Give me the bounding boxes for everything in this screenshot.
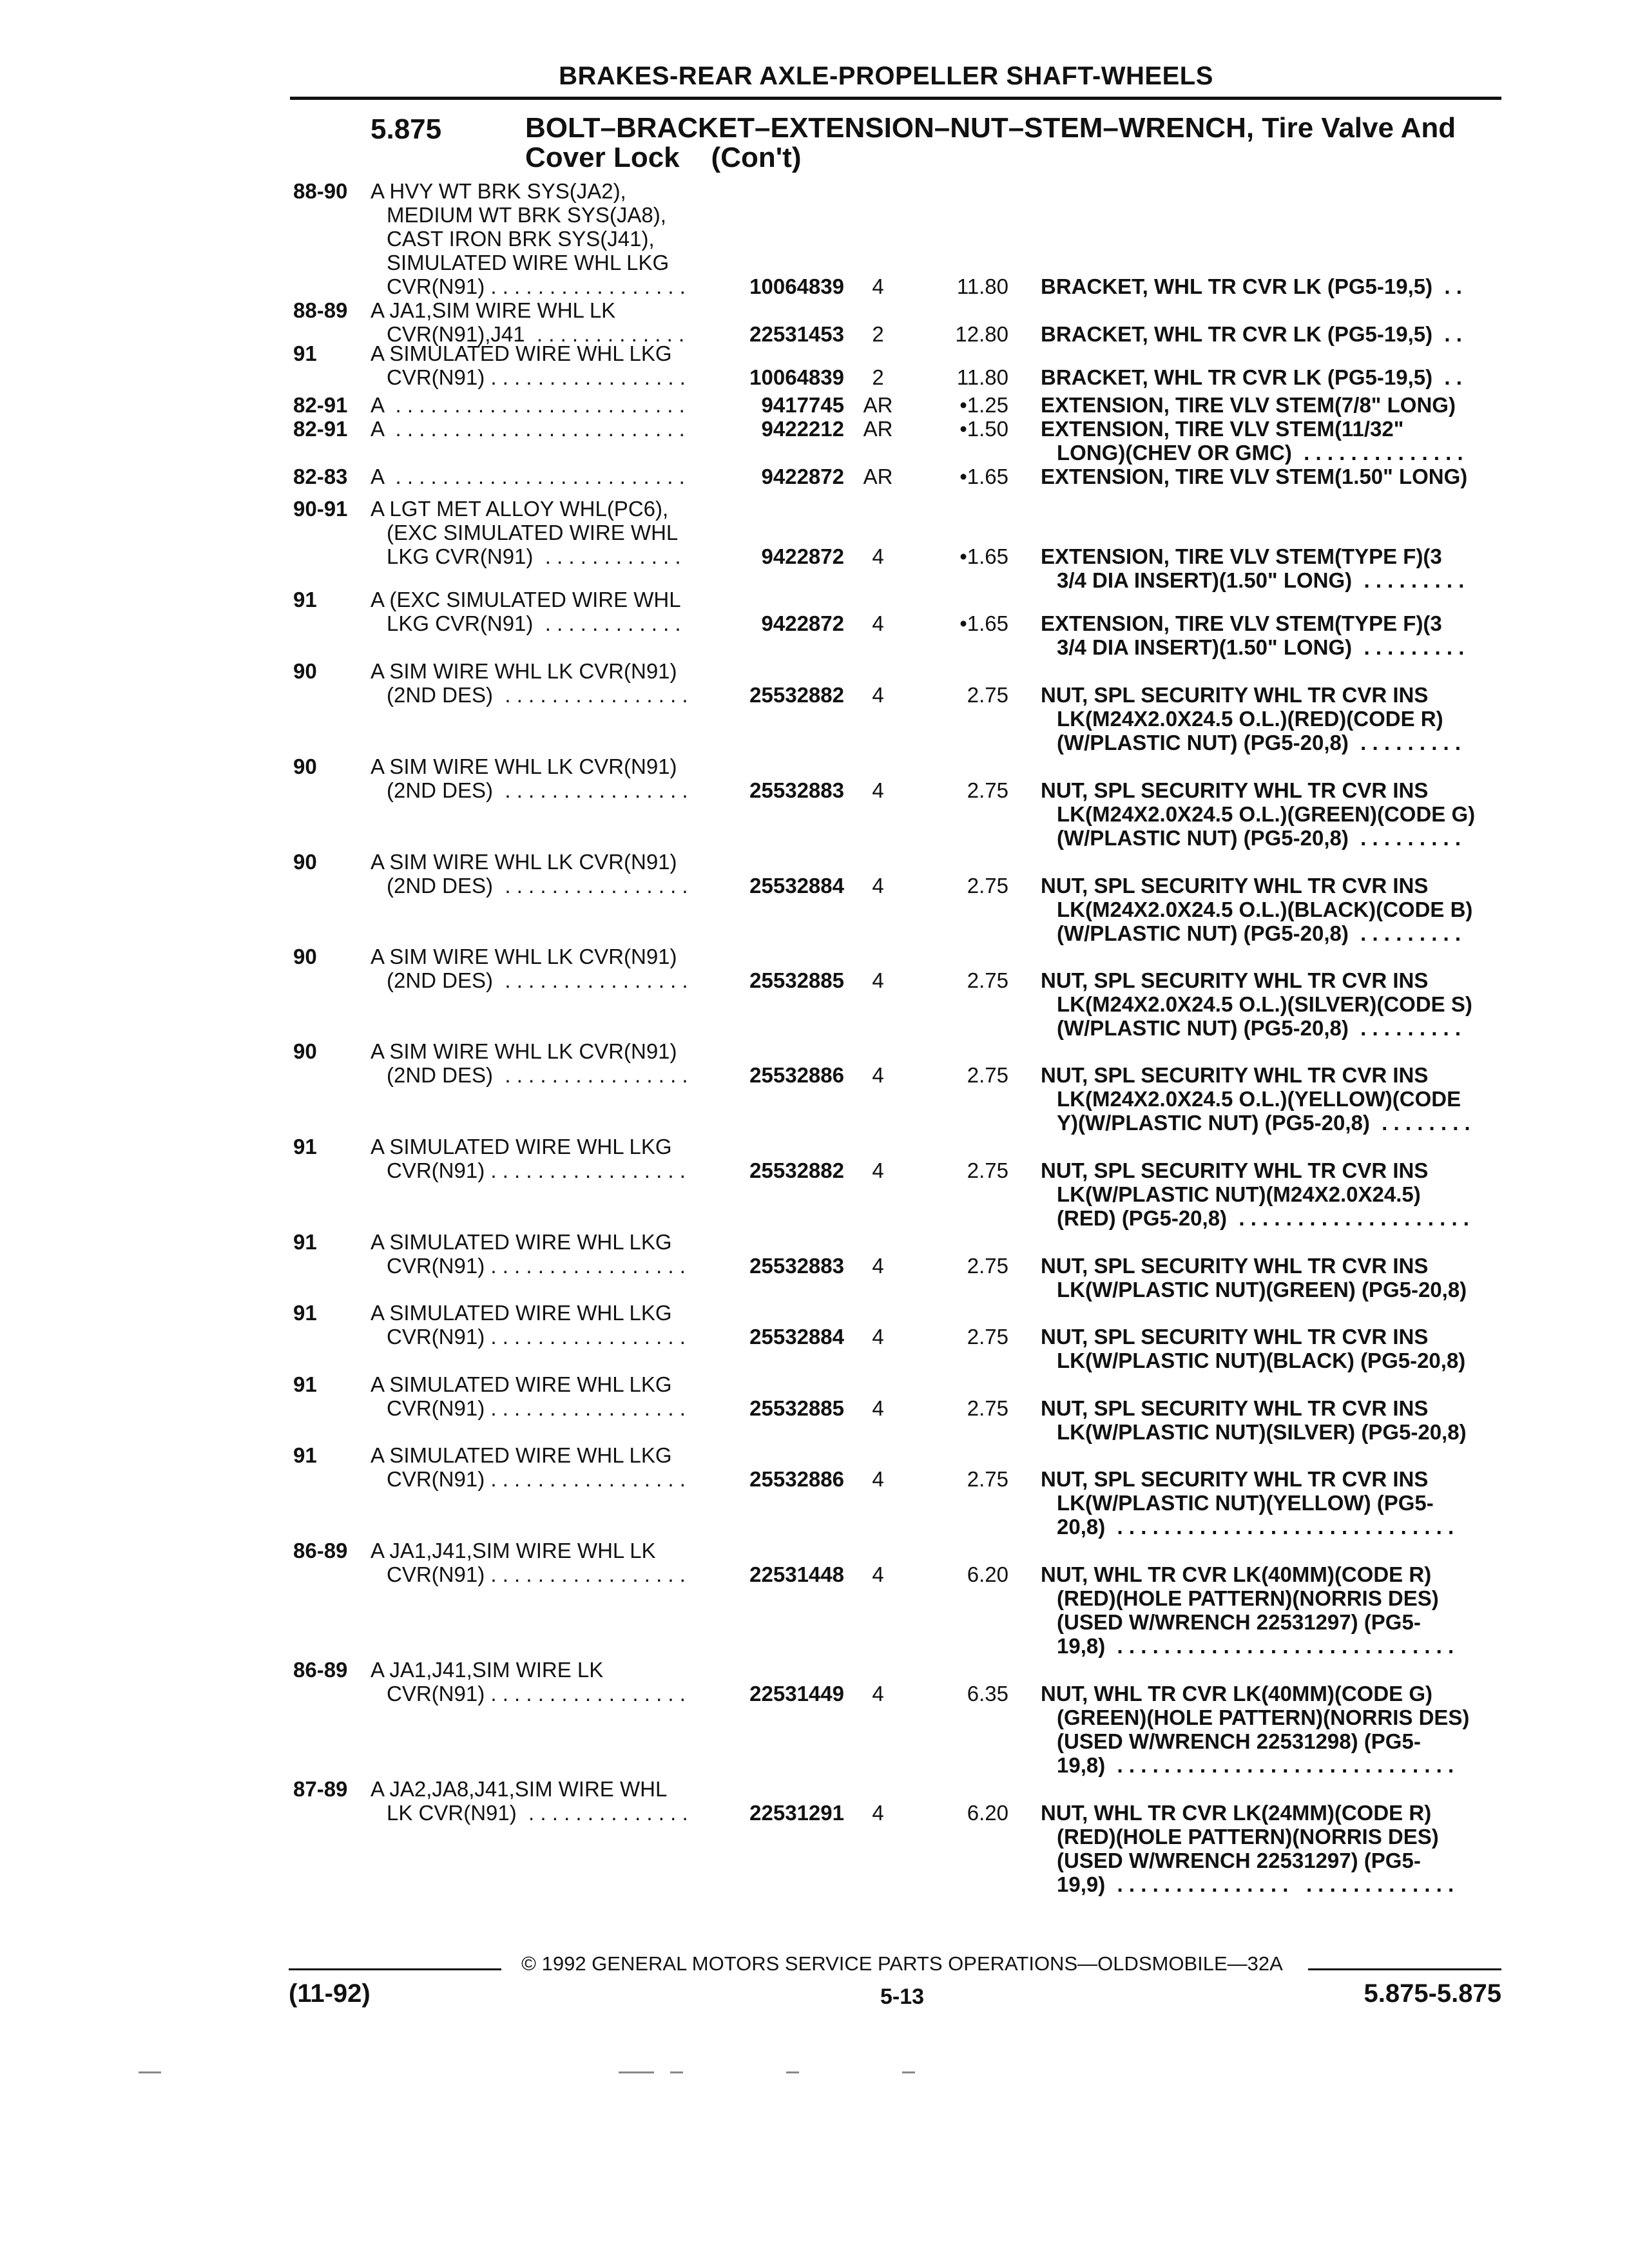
part-name-line: NUT, SPL SECURITY WHL TR CVR INS <box>1041 1467 1429 1491</box>
usage-line: A SIM WIRE WHL LK CVR(N91) <box>371 850 677 874</box>
part-name-line: (USED W/WRENCH 22531297) (PG5- <box>1057 1849 1421 1872</box>
part-name <box>1041 417 1501 465</box>
quantity: 2 <box>872 365 884 389</box>
part-name-line: 20,8) . . . . . . . . . . . . . . . . . . . . . . . . . . . . . <box>1057 1515 1454 1539</box>
usage-line: A SIM WIRE WHL LK CVR(N91) <box>371 659 677 683</box>
usage-line: A JA1,J41,SIM WIRE LK <box>371 1658 604 1682</box>
part-name <box>1041 1063 1501 1135</box>
usage-description <box>371 179 706 298</box>
part-name-line: 3/4 DIA INSERT)(1.50" LONG) . . . . . . . . . <box>1057 635 1465 659</box>
part-name-line: BRACKET, WHL TR CVR LK (PG5-19,5) . . <box>1041 274 1462 298</box>
part-name-line: EXTENSION, TIRE VLV STEM(11/32" <box>1041 417 1404 441</box>
usage-line: CAST IRON BRK SYS(J41), <box>387 227 655 251</box>
quantity: 4 <box>872 778 884 802</box>
part-name-line: NUT, WHL TR CVR LK(40MM)(CODE R) <box>1041 1562 1432 1586</box>
usage-description <box>371 298 706 346</box>
copyright: © 1992 GENERAL MOTORS SERVICE PARTS OPERATIONS—OLDSMOBILE—32A <box>521 1952 1283 1975</box>
usage-line: A SIMULATED WIRE WHL LKG <box>371 1443 672 1467</box>
usage-line: CVR(N91) . . . . . . . . . . . . . . . . . <box>387 365 686 389</box>
part-number: 25532886 <box>749 1467 844 1491</box>
part-number: 9422872 <box>761 611 844 635</box>
quantity: 4 <box>872 683 884 707</box>
part-number: 25532884 <box>749 1325 844 1349</box>
usage-line: CVR(N91) . . . . . . . . . . . . . . . . . <box>387 1467 686 1491</box>
model-years: 90 <box>293 850 317 874</box>
model-years: 91 <box>293 1372 317 1396</box>
price: •1.65 <box>959 611 1008 635</box>
part-name <box>1041 1467 1501 1539</box>
price: 12.80 <box>955 322 1008 346</box>
part-name-line: (RED)(HOLE PATTERN)(NORRIS DES) <box>1057 1825 1439 1849</box>
quantity: 4 <box>872 1254 884 1278</box>
usage-line: A JA2,JA8,J41,SIM WIRE WHL <box>371 1777 668 1801</box>
model-years: 91 <box>293 1301 317 1325</box>
model-years: 82-91 <box>293 417 348 441</box>
part-name <box>1041 778 1501 850</box>
scan-mark <box>786 2071 799 2073</box>
usage-line: CVR(N91) . . . . . . . . . . . . . . . . . <box>387 1562 686 1586</box>
part-name-line: 3/4 DIA INSERT)(1.50" LONG) . . . . . . . . . <box>1057 568 1465 592</box>
scan-mark <box>902 2071 915 2073</box>
usage-line: A LGT MET ALLOY WHL(PC6), <box>371 497 669 521</box>
part-name <box>1041 393 1501 417</box>
price: 11.80 <box>956 365 1008 389</box>
part-name-line: EXTENSION, TIRE VLV STEM(TYPE F)(3 <box>1041 611 1442 635</box>
usage-line: A SIMULATED WIRE WHL LKG <box>371 1301 672 1325</box>
usage-line: CVR(N91) . . . . . . . . . . . . . . . . . <box>387 1396 686 1420</box>
part-name-line: NUT, SPL SECURITY WHL TR CVR INS <box>1041 874 1429 898</box>
part-name <box>1041 1396 1501 1444</box>
part-name-line: LK(W/PLASTIC NUT)(M24X2.0X24.5) <box>1057 1182 1421 1206</box>
quantity: 2 <box>872 322 884 346</box>
usage-description <box>371 1777 706 1825</box>
part-name-line: (RED) (PG5-20,8) . . . . . . . . . . . . . . . . . . . . <box>1057 1206 1469 1230</box>
usage-line: A SIM WIRE WHL LK CVR(N91) <box>371 754 677 778</box>
model-years: 90 <box>293 945 317 968</box>
model-years: 91 <box>293 1443 317 1467</box>
usage-line: (2ND DES) . . . . . . . . . . . . . . . . <box>387 778 688 802</box>
part-name-line: EXTENSION, TIRE VLV STEM(7/8" LONG) <box>1041 393 1456 417</box>
price: 6.20 <box>967 1562 1008 1586</box>
usage-description <box>371 417 706 441</box>
section-title-line1: BOLT–BRACKET–EXTENSION–NUT–STEM–WRENCH, Tire Valve And <box>525 112 1456 144</box>
part-name-line: Y)(W/PLASTIC NUT) (PG5-20,8) . . . . . . . . <box>1057 1111 1470 1135</box>
part-name <box>1041 322 1501 346</box>
quantity: 4 <box>872 1396 884 1420</box>
part-name-line: (W/PLASTIC NUT) (PG5-20,8) . . . . . . . . . <box>1057 731 1461 754</box>
quantity: 4 <box>872 611 884 635</box>
price: 2.75 <box>967 1063 1008 1087</box>
price: 2.75 <box>967 1325 1008 1349</box>
part-name-line: NUT, SPL SECURITY WHL TR CVR INS <box>1041 778 1429 802</box>
usage-line: A . . . . . . . . . . . . . . . . . . . . . . . . . <box>371 465 685 488</box>
usage-description <box>371 1135 706 1182</box>
part-number: 25532884 <box>749 874 844 898</box>
quantity: 4 <box>872 1801 884 1825</box>
price: •1.25 <box>959 393 1008 417</box>
part-name-line: (USED W/WRENCH 22531297) (PG5- <box>1057 1610 1421 1634</box>
usage-line: LK CVR(N91) . . . . . . . . . . . . . . <box>387 1801 688 1825</box>
usage-line: CVR(N91) . . . . . . . . . . . . . . . . . <box>387 274 686 298</box>
model-years: 87-89 <box>293 1777 348 1801</box>
price: •1.50 <box>959 417 1008 441</box>
part-name <box>1041 1682 1501 1777</box>
part-number: 25532882 <box>749 1158 844 1182</box>
part-number: 22531448 <box>749 1562 844 1586</box>
part-name-line: LK(M24X2.0X24.5 O.L.)(YELLOW)(CODE <box>1057 1087 1461 1111</box>
part-name-line: 19,8) . . . . . . . . . . . . . . . . . . . . . . . . . . . . . <box>1057 1753 1454 1777</box>
usage-description <box>371 850 706 898</box>
part-name-line: EXTENSION, TIRE VLV STEM(1.50" LONG) <box>1041 465 1468 488</box>
usage-description <box>371 1039 706 1087</box>
price: •1.65 <box>959 544 1008 568</box>
model-years: 82-83 <box>293 465 348 488</box>
part-name-line: BRACKET, WHL TR CVR LK (PG5-19,5) . . <box>1041 365 1462 389</box>
part-name <box>1041 274 1501 298</box>
part-name <box>1041 683 1501 754</box>
part-number: 25532883 <box>749 1254 844 1278</box>
model-years: 86-89 <box>293 1658 348 1682</box>
page-header: BRAKES-REAR AXLE-PROPELLER SHAFT-WHEELS <box>559 62 1213 90</box>
quantity: AR <box>863 465 893 488</box>
usage-line: A SIMULATED WIRE WHL LKG <box>371 1135 672 1158</box>
price: 2.75 <box>967 968 1008 992</box>
part-name <box>1041 611 1501 659</box>
section-title <box>525 113 1492 173</box>
part-number: 9417745 <box>761 393 844 417</box>
part-name-line: NUT, SPL SECURITY WHL TR CVR INS <box>1041 683 1429 707</box>
usage-description <box>371 754 706 802</box>
scan-mark <box>139 2071 161 2073</box>
part-name-line: LONG)(CHEV OR GMC) . . . . . . . . . . . . . . <box>1057 441 1463 465</box>
part-name <box>1041 968 1501 1040</box>
part-name-line: NUT, SPL SECURITY WHL TR CVR INS <box>1041 1396 1429 1420</box>
price: 2.75 <box>967 1467 1008 1491</box>
part-name-line: LK(W/PLASTIC NUT)(YELLOW) (PG5- <box>1057 1491 1434 1515</box>
quantity: 4 <box>872 1325 884 1349</box>
usage-line: (2ND DES) . . . . . . . . . . . . . . . . <box>387 874 688 898</box>
price: 11.80 <box>956 274 1008 298</box>
price: 6.35 <box>967 1682 1008 1706</box>
price: 2.75 <box>967 1158 1008 1182</box>
price: 2.75 <box>967 778 1008 802</box>
usage-line: A JA1,J41,SIM WIRE WHL LK <box>371 1539 656 1562</box>
price: 2.75 <box>967 1254 1008 1278</box>
part-name <box>1041 465 1501 488</box>
usage-line: CVR(N91) . . . . . . . . . . . . . . . . . <box>387 1682 686 1706</box>
usage-line: (EXC SIMULATED WIRE WHL <box>387 521 679 544</box>
usage-description <box>371 1658 706 1706</box>
usage-line: A JA1,SIM WIRE WHL LK <box>371 298 616 322</box>
model-years: 91 <box>293 1135 317 1158</box>
part-name-line: LK(M24X2.0X24.5 O.L.)(GREEN)(CODE G) <box>1057 802 1476 826</box>
part-name-line: NUT, WHL TR CVR LK(24MM)(CODE R) <box>1041 1801 1432 1825</box>
part-number: 22531291 <box>749 1801 844 1825</box>
part-name-line: BRACKET, WHL TR CVR LK (PG5-19,5) . . <box>1041 322 1462 346</box>
price: 2.75 <box>967 1396 1008 1420</box>
usage-description <box>371 341 706 389</box>
usage-description <box>371 1443 706 1491</box>
usage-line: A . . . . . . . . . . . . . . . . . . . . . . . . . <box>371 393 685 417</box>
usage-line: CVR(N91) . . . . . . . . . . . . . . . . . <box>387 1158 686 1182</box>
part-name <box>1041 874 1501 945</box>
usage-line: (2ND DES) . . . . . . . . . . . . . . . . <box>387 1063 688 1087</box>
part-name-line: LK(W/PLASTIC NUT)(GREEN) (PG5-20,8) <box>1057 1278 1467 1302</box>
model-years: 91 <box>293 341 317 365</box>
part-number: 22531453 <box>749 322 844 346</box>
footer-rule-left <box>289 1968 501 1970</box>
price: 2.75 <box>967 683 1008 707</box>
model-years: 88-90 <box>293 179 348 203</box>
usage-line: LKG CVR(N91) . . . . . . . . . . . . <box>387 544 681 568</box>
model-years: 88-89 <box>293 298 348 322</box>
page-number: 5-13 <box>880 1984 925 2009</box>
quantity: 4 <box>872 1158 884 1182</box>
usage-line: A SIMULATED WIRE WHL LKG <box>371 341 672 365</box>
part-number: 10064839 <box>749 365 844 389</box>
part-name-line: LK(W/PLASTIC NUT)(SILVER) (PG5-20,8) <box>1057 1420 1467 1444</box>
usage-description <box>371 1372 706 1420</box>
part-name-line: 19,8) . . . . . . . . . . . . . . . . . . . . . . . . . . . . . <box>1057 1634 1454 1658</box>
part-number: 22531449 <box>749 1682 844 1706</box>
model-years: 91 <box>293 588 317 611</box>
scan-mark <box>619 2071 654 2073</box>
part-name-line: (W/PLASTIC NUT) (PG5-20,8) . . . . . . . . . <box>1057 1016 1461 1040</box>
part-name-line: LK(M24X2.0X24.5 O.L.)(RED)(CODE R) <box>1057 707 1443 731</box>
part-name-line: (RED)(HOLE PATTERN)(NORRIS DES) <box>1057 1586 1439 1610</box>
part-number: 9422872 <box>761 465 844 488</box>
part-name-line: NUT, SPL SECURITY WHL TR CVR INS <box>1041 968 1429 992</box>
part-name <box>1041 1158 1501 1230</box>
part-name-line: 19,9) . . . . . . . . . . . . . . . . . . . . . . . . . . . . <box>1057 1872 1454 1896</box>
usage-description <box>371 1539 706 1586</box>
usage-line: A SIM WIRE WHL LK CVR(N91) <box>371 945 677 968</box>
quantity: 4 <box>872 968 884 992</box>
usage-line: CVR(N91) . . . . . . . . . . . . . . . . . <box>387 1254 686 1278</box>
usage-line: A SIMULATED WIRE WHL LKG <box>371 1230 672 1254</box>
usage-line: CVR(N91),J41 . . . . . . . . . . . . . <box>387 322 685 346</box>
footer-rule-right <box>1308 1968 1501 1970</box>
usage-description <box>371 1230 706 1278</box>
part-number: 25532882 <box>749 683 844 707</box>
price: •1.65 <box>959 465 1008 488</box>
usage-line: A HVY WT BRK SYS(JA2), <box>371 179 626 203</box>
quantity: 4 <box>872 874 884 898</box>
price: 6.20 <box>967 1801 1008 1825</box>
usage-line: A SIMULATED WIRE WHL LKG <box>371 1372 672 1396</box>
model-years: 90 <box>293 754 317 778</box>
usage-description <box>371 1301 706 1349</box>
part-name-line: NUT, SPL SECURITY WHL TR CVR INS <box>1041 1325 1429 1349</box>
part-name-line: LK(M24X2.0X24.5 O.L.)(SILVER)(CODE S) <box>1057 992 1472 1016</box>
usage-line: SIMULATED WIRE WHL LKG <box>387 251 670 274</box>
price: 2.75 <box>967 874 1008 898</box>
model-years: 86-89 <box>293 1539 348 1562</box>
quantity: 4 <box>872 1467 884 1491</box>
part-name-line: (W/PLASTIC NUT) (PG5-20,8) . . . . . . . . . <box>1057 921 1461 945</box>
part-name-line: LK(W/PLASTIC NUT)(BLACK) (PG5-20,8) <box>1057 1349 1466 1372</box>
section-number: 5.875 <box>371 113 442 145</box>
quantity: AR <box>863 417 893 441</box>
usage-description <box>371 659 706 707</box>
part-name <box>1041 1325 1501 1372</box>
part-name <box>1041 1254 1501 1302</box>
part-name-line: (GREEN)(HOLE PATTERN)(NORRIS DES) <box>1057 1706 1470 1729</box>
section-title-line2: Cover Lock (Con't) <box>525 142 802 173</box>
usage-line: A SIM WIRE WHL LK CVR(N91) <box>371 1039 677 1063</box>
usage-description <box>371 393 706 417</box>
model-years: 82-91 <box>293 393 348 417</box>
quantity: AR <box>863 393 893 417</box>
part-name-line: (USED W/WRENCH 22531298) (PG5- <box>1057 1729 1421 1753</box>
model-years: 91 <box>293 1230 317 1254</box>
part-name-line: EXTENSION, TIRE VLV STEM(TYPE F)(3 <box>1041 544 1442 568</box>
usage-line: LKG CVR(N91) . . . . . . . . . . . . <box>387 611 681 635</box>
quantity: 4 <box>872 1063 884 1087</box>
part-name-line: NUT, SPL SECURITY WHL TR CVR INS <box>1041 1158 1429 1182</box>
quantity: 4 <box>872 1562 884 1586</box>
part-number: 25532886 <box>749 1063 844 1087</box>
part-name <box>1041 1801 1501 1896</box>
usage-description <box>371 588 706 635</box>
usage-line: CVR(N91) . . . . . . . . . . . . . . . . . <box>387 1325 686 1349</box>
part-number: 9422212 <box>761 417 844 441</box>
part-name-line: (W/PLASTIC NUT) (PG5-20,8) . . . . . . . . . <box>1057 826 1461 850</box>
part-number: 25532883 <box>749 778 844 802</box>
usage-line: MEDIUM WT BRK SYS(JA8), <box>387 203 666 227</box>
quantity: 4 <box>872 274 884 298</box>
usage-description <box>371 945 706 992</box>
part-name <box>1041 544 1501 592</box>
part-number: 25532885 <box>749 968 844 992</box>
revision-date: (11-92) <box>289 1979 371 2008</box>
part-number: 10064839 <box>749 274 844 298</box>
usage-line: (2ND DES) . . . . . . . . . . . . . . . . <box>387 968 688 992</box>
part-name <box>1041 365 1501 389</box>
part-name-line: NUT, SPL SECURITY WHL TR CVR INS <box>1041 1063 1429 1087</box>
scan-mark <box>670 2071 683 2073</box>
usage-line: (2ND DES) . . . . . . . . . . . . . . . . <box>387 683 688 707</box>
model-years: 90 <box>293 659 317 683</box>
header-rule <box>290 97 1501 100</box>
quantity: 4 <box>872 1682 884 1706</box>
quantity: 4 <box>872 544 884 568</box>
usage-description <box>371 497 706 568</box>
part-name-line: NUT, WHL TR CVR LK(40MM)(CODE G) <box>1041 1682 1433 1706</box>
section-range: 5.875-5.875 <box>1364 1979 1501 2008</box>
usage-description <box>371 465 706 488</box>
model-years: 90 <box>293 1039 317 1063</box>
part-number: 9422872 <box>761 544 844 568</box>
part-name-line: LK(M24X2.0X24.5 O.L.)(BLACK)(CODE B) <box>1057 898 1473 921</box>
model-years: 90-91 <box>293 497 348 521</box>
part-number: 25532885 <box>749 1396 844 1420</box>
part-name-line: NUT, SPL SECURITY WHL TR CVR INS <box>1041 1254 1429 1278</box>
part-name <box>1041 1562 1501 1658</box>
usage-line: A (EXC SIMULATED WIRE WHL <box>371 588 681 611</box>
usage-line: A . . . . . . . . . . . . . . . . . . . . . . . . . <box>371 417 685 441</box>
